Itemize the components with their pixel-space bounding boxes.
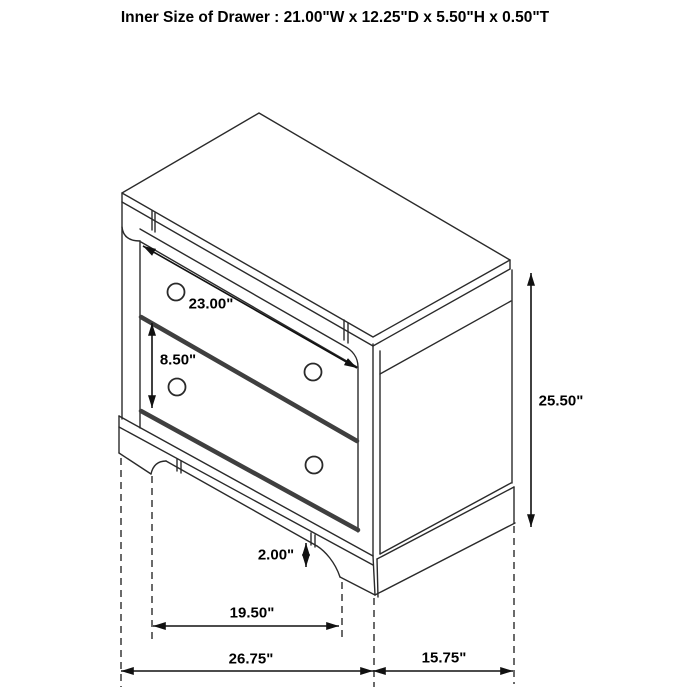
drawer-top [141, 242, 357, 367]
dim-label-overall-width: 26.75" [228, 650, 274, 668]
top-panel [122, 113, 510, 346]
dim-line-drawer-width [143, 246, 357, 368]
knob-top-right [305, 364, 322, 381]
dim-label-drawer-width: 23.00" [188, 295, 234, 313]
dim-label-feet-span: 19.50" [229, 604, 275, 622]
dim-label-drawer-height: 8.50" [159, 351, 197, 369]
drawer-bottom-line [141, 411, 358, 530]
dim-label-overall-depth: 15.75" [421, 649, 467, 667]
knob-bottom-left [169, 379, 186, 396]
side-panel [373, 270, 512, 556]
knob-bottom-right [306, 457, 323, 474]
dim-label-overall-height: 25.50" [538, 392, 584, 410]
page-title: Inner Size of Drawer : 21.00"W x 12.25"D x 5.50"H x 0.50"T [120, 9, 550, 26]
dim-label-base-clearance: 2.00" [257, 546, 295, 564]
knob-top-left [168, 284, 185, 301]
